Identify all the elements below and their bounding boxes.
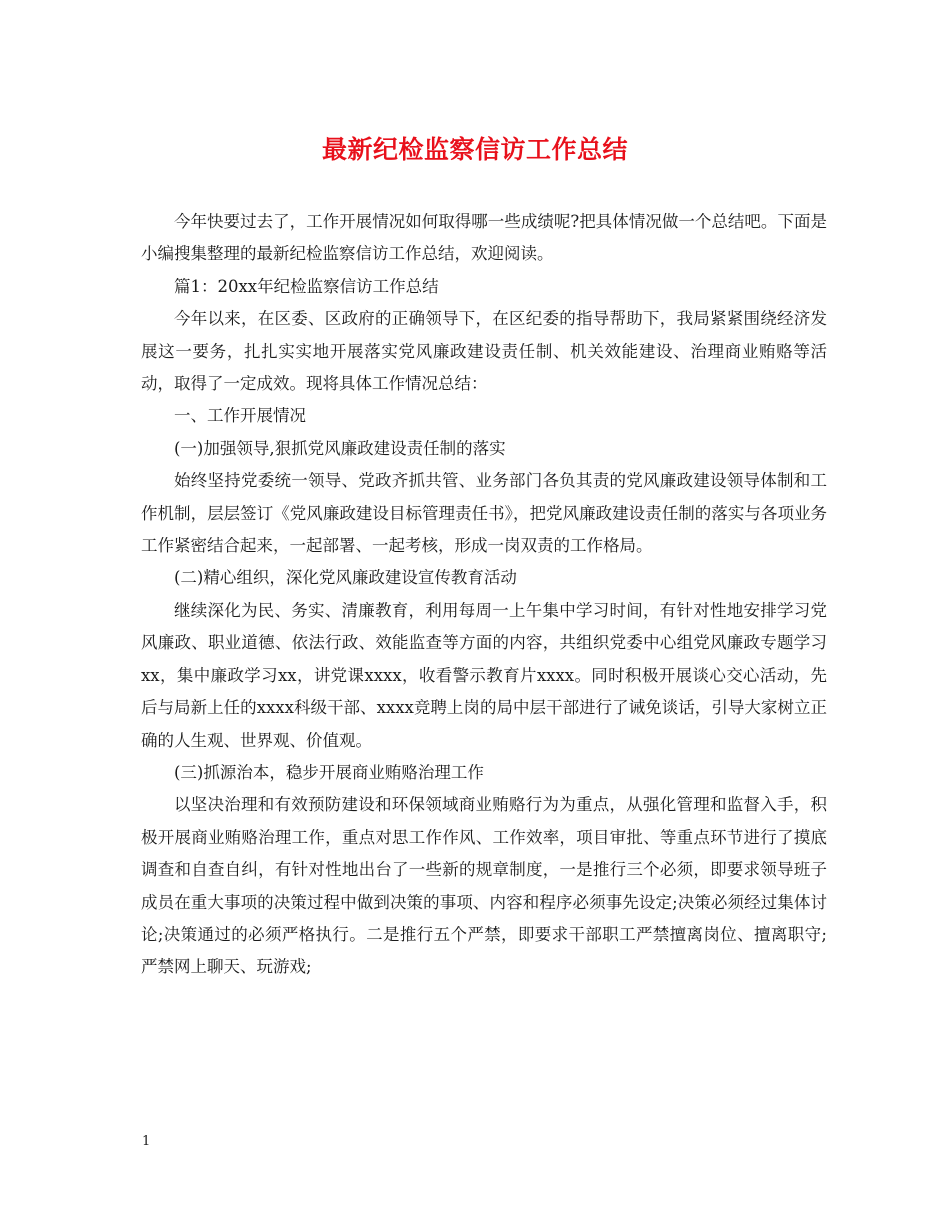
paragraph-overview: 今年以来，在区委、区政府的正确领导下，在区纪委的指导帮助下，我局紧紧围绕经济发展这一要务，扎扎实实地开展落实党风廉政建设责任制、机关效能建设、治理商业贿赂等活动，取得了一定成效。现将具体工作情况总结：	[141, 309, 827, 394]
document-body	[141, 206, 827, 984]
page-number: 1	[142, 1134, 151, 1149]
paragraph-intro: 今年快要过去了，工作开展情况如何取得哪一些成绩呢?把具体情况做一个总结吧。下面是小编搜集整理的最新纪检监察信访工作总结，欢迎阅读。	[141, 212, 827, 264]
paragraph-education: 继续深化为民、务实、清廉教育，利用每周一上午集中学习时间，有针对性地安排学习党风廉政、职业道德、依法行政、效能监查等方面的内容，共组织党委中心组党风廉政专题学习xx，集中廉政学习xx，讲党课xxxx，收看警示教育片xxxx。同时积极开展谈心交心活动，先后与局新上任的xxxx科级干部、xxxx竞聘上岗的局中层干部进行了诫免谈话，引导大家树立正确的人生观、世界观、价值观。	[141, 600, 827, 750]
subsection-heading-bribery: (三)抓源治本，稳步开展商业贿赂治理工作	[174, 762, 484, 782]
paragraph-bribery: 以坚决治理和有效预防建设和环保领域商业贿赂行为为重点，从强化管理和监督入手，积极开展商业贿赂治理工作，重点对思工作作风、工作效率，项目审批、等重点环节进行了摸底调查和自查自纠，有针对性地出台了一些新的规章制度，一是推行三个必须，即要求领导班子成员在重大事项的决策过程中做到决策的事项、内容和程序必须事先设定;决策必须经过集体讨论;决策通过的必须严格执行。二是推行五个严禁，即要求干部职工严禁擅离岗位、擅离职守;严禁网上聊天、玩游戏;	[141, 795, 827, 977]
paragraph-leadership: 始终坚持党委统一领导、党政齐抓共管、业务部门各负其责的党风廉政建设领导体制和工作机制，层层签订《党风廉政建设目标管理责任书》，把党风廉政建设责任制的落实与各项业务工作紧密结合起来，一起部署、一起考核，形成一岗双责的工作格局。	[141, 471, 827, 556]
document-title: 最新纪检监察信访工作总结	[321, 135, 628, 164]
paragraph-article-heading: 篇1：20xx年纪检监察信访工作总结	[174, 276, 439, 296]
subsection-heading-education: (二)精心组织，深化党风廉政建设宣传教育活动	[174, 568, 517, 588]
section-heading-work-status: 一、工作开展情况	[174, 406, 306, 426]
subsection-heading-leadership: (一)加强领导,狠抓党风廉政建设责任制的落实	[174, 438, 506, 458]
